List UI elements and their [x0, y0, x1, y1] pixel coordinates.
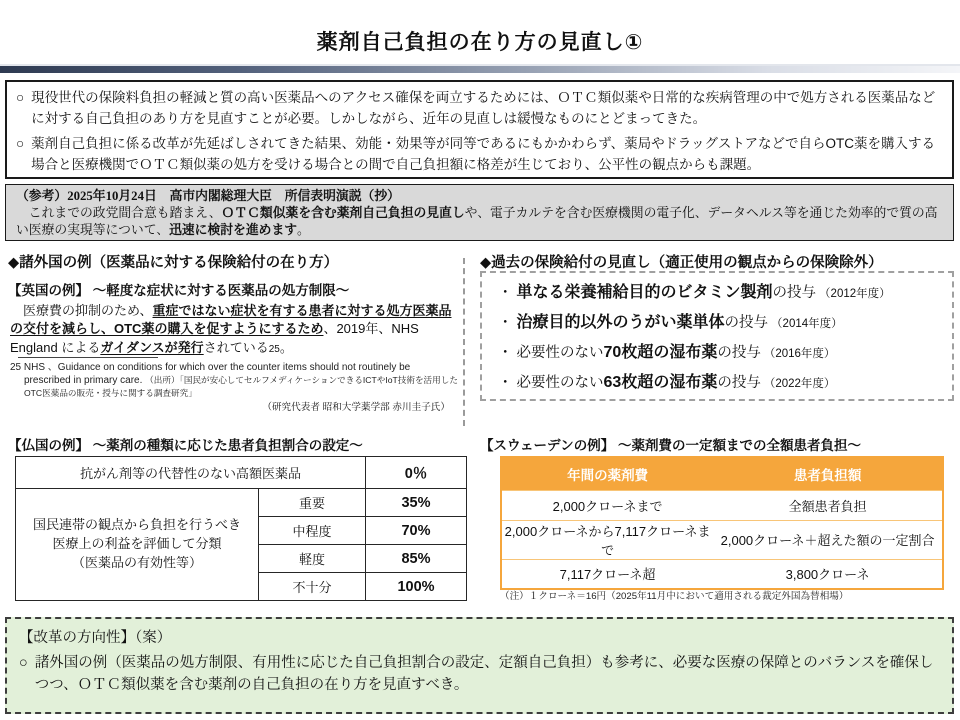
- reference-body-bold: 迅速に検討を進めます: [169, 223, 298, 238]
- title-divider: [0, 64, 960, 73]
- table-header-row: [501, 457, 943, 490]
- column-divider: [463, 258, 465, 426]
- uk-example-heading: 【英国の例】 ～軽度な症状に対する医薬品の処方制限～: [8, 283, 350, 298]
- sweden-example-heading: 【スウェーデンの例】 ～薬剤費の一定額までの全額患者負担～: [480, 438, 861, 453]
- reference-body-segment: これまでの政党間合意も踏まえ、: [16, 206, 222, 221]
- uk-para-bold-underline: 重症ではない症状を有する患者に対する処方医薬品の交付を減らし、OTC薬の購入を促すようにするため: [10, 303, 452, 337]
- revision-item: [498, 278, 938, 308]
- table-cell-rate: 100%: [366, 573, 467, 601]
- revision-bold: 単なる栄養補給目的のビタミン製剤: [516, 284, 773, 301]
- revision-pre: ・: [498, 315, 517, 331]
- revision-post: の投与: [772, 285, 817, 301]
- reform-direction-heading: 【改革の方向性】（案）: [19, 630, 172, 646]
- reform-direction-box: [5, 617, 954, 714]
- reference-box: [5, 184, 954, 241]
- table-cell: 2,000クローネ＋超えた額の一定割合: [713, 520, 943, 559]
- table-header-annual-cost: 年間の薬剤費: [501, 457, 713, 490]
- table-cell: 2,000クローネから7,117クローネまで: [501, 520, 713, 559]
- reference-body: [16, 205, 943, 239]
- table-cell-high-cost-drugs: 抗がん剤等の代替性のない高額医薬品: [16, 457, 366, 489]
- revision-year: （2012年度）: [819, 288, 891, 300]
- uk-para-bold-underline: ガイダンスが発行: [100, 339, 204, 355]
- table-cell-rate: 85%: [366, 545, 467, 573]
- table-cell-classification: [16, 489, 259, 601]
- sweden-exchange-note: （注）１クローネ＝16円（2025年11月中において適用される裁定外国為替相場）: [500, 591, 849, 602]
- revision-post: の投与: [717, 375, 761, 391]
- revision-year: （2022年度）: [763, 378, 836, 390]
- circle-bullet-icon: ○: [16, 136, 25, 152]
- table-row: [501, 520, 943, 559]
- table-row: [501, 559, 943, 589]
- footnote: [10, 361, 458, 400]
- intro-box: [5, 80, 954, 179]
- intro-bullet-2-text: 薬剤自己負担に係る改革が先延ばしされてきた結果、効能・効果等が同等であるにもかかわらず、薬局やドラッグストアなどで自らOTC薬を購入する場合と医療機関でＯＴＣ類似薬の処方を受ける場合との間で自己負担額に格差が生じており、公平性の観点からも課題。: [31, 136, 935, 172]
- revision-bold: 70枚超の湿布薬: [603, 344, 718, 361]
- past-revisions-heading: ◆過去の保険給付の見直し（適正使用の観点からの保険除外）: [480, 255, 883, 271]
- reference-heading: （参考）2025年10月24日 高市内閣総理大臣 所信表明演説（抄）: [16, 189, 400, 203]
- revision-year: （2014年度）: [771, 318, 843, 330]
- revision-item: [498, 368, 938, 398]
- intro-bullet-1: [16, 88, 943, 129]
- uk-para-segment: 、2019年、NHS England による: [10, 321, 419, 355]
- footnote-reference-number: 25: [268, 343, 280, 355]
- table-cell-category: 中程度: [259, 517, 366, 545]
- classification-line: 医療上の利益を評価して分類: [52, 536, 222, 552]
- table-cell-rate: 35%: [366, 489, 467, 517]
- reform-direction-text: 諸外国の例（医薬品の処方制限、有用性に応じた自己負担割合の設定、定額自己負担）も参考に、必要な医療の保障とのバランスを確保しつつ、ＯＴＣ類似薬を含む薬剤の自己負担の在り方を見直すべき。: [34, 655, 934, 693]
- table-cell-rate: 0％: [366, 457, 467, 489]
- table-cell: 7,117クローネ超: [501, 559, 713, 589]
- reference-body-bold: ＯＴＣ類似薬を含む薬剤自己負担の見直し: [221, 206, 465, 221]
- footnote-source: （出所）「国民が安心してセルフメディケーションできるICTやIoT技術を活用したOTC医薬品の販売・授与に関する調査研究」: [24, 375, 458, 398]
- footnote-credit: （研究代表者 昭和大学薬学部 赤川圭子氏）: [262, 402, 450, 413]
- foreign-examples-heading: ◆諸外国の例（医薬品に対する保険給付の在り方）: [8, 255, 339, 271]
- revision-bold: 63枚超の湿布薬: [603, 374, 718, 391]
- uk-example-paragraph: [10, 302, 456, 357]
- past-revisions-box: [480, 271, 954, 401]
- footnote-separator: [18, 357, 158, 358]
- uk-para-segment: されている: [203, 339, 269, 355]
- table-cell-rate: 70%: [366, 517, 467, 545]
- table-cell-category: 不十分: [259, 573, 366, 601]
- revision-pre: ・: [498, 285, 517, 301]
- revision-item: [498, 338, 938, 368]
- table-cell: 3,800クローネ: [713, 559, 943, 589]
- table-header-patient-share: 患者負担額: [713, 457, 943, 490]
- reference-body-segment: や、電子カルテを含む医療機関の電子化、データヘルス等を通じた効率的で質の高い医療の実現等について、: [16, 206, 938, 238]
- table-cell-category: 重要: [259, 489, 366, 517]
- revision-pre: ・ 必要性のない: [498, 345, 604, 361]
- revision-item: [498, 308, 938, 338]
- uk-para-segment: 医療費の抑制のため、: [10, 303, 153, 318]
- france-example-heading: 【仏国の例】 ～薬剤の種類に応じた患者負担割合の設定～: [8, 438, 363, 453]
- intro-bullet-1-text: 現役世代の保険料負担の軽減と質の高い医薬品へのアクセス確保を両立するためには、ＯＴＣ類似薬や日常的な疾病管理の中で処方される医薬品などに対する自己負担のあり方を見直すことが必要。しかしながら、近年の見直しは緩慢なものにとどまってきた。: [31, 90, 936, 126]
- reform-direction-bullet: [19, 653, 940, 697]
- table-cell: 2,000クローネまで: [501, 490, 713, 520]
- revision-post: の投与: [717, 345, 761, 361]
- revision-year: （2016年度）: [763, 348, 836, 360]
- table-cell-category: 軽度: [259, 545, 366, 573]
- circle-bullet-icon: ○: [16, 90, 25, 105]
- table-row: [501, 490, 943, 520]
- classification-line: 国民連帯の観点から負担を行うべき: [32, 517, 241, 533]
- france-copay-table: [15, 456, 467, 601]
- footnote-english: 25 NHS 、Guidance on conditions for which over the counter items should not routinely be prescribed in primary care.: [10, 362, 411, 386]
- uk-para-segment: 。: [279, 339, 293, 355]
- reference-body-segment: 。: [297, 223, 310, 238]
- sweden-cost-table: [500, 456, 944, 590]
- table-row: [16, 489, 467, 517]
- intro-bullet-2: [16, 134, 943, 175]
- revision-post: の投与: [724, 315, 769, 331]
- table-cell: 全額患者負担: [713, 490, 943, 520]
- table-row: [16, 457, 467, 489]
- revision-bold: 治療目的以外のうがい薬単体: [516, 314, 725, 331]
- page-title: 薬剤自己負担の在り方の見直し①: [316, 31, 644, 54]
- classification-line: （医薬品の有効性等）: [71, 554, 202, 570]
- revision-pre: ・ 必要性のない: [498, 375, 604, 391]
- circle-bullet-icon: ○: [19, 655, 28, 671]
